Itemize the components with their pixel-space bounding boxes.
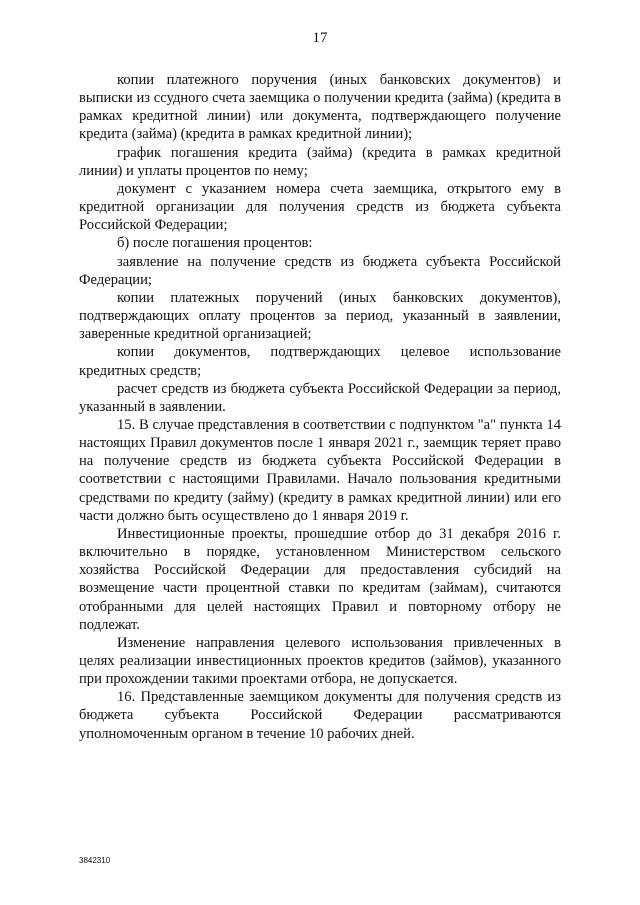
document-body [79,71,561,743]
paragraph-payment-orders-interest: копии платежных поручений (иных банковских документов), подтверждающих оплату процентов за период, указанный в заявлении, заверенные кредитной организацией; [79,289,561,343]
paragraph-after-interest-repayment: б) после погашения процентов: [117,235,313,252]
paragraph-repayment-schedule: график погашения кредита (займа) (кредита в рамках кредитной линии) и уплаты процентов по нему; [79,144,561,179]
paragraph-clause-15: 15. В случае представления в соответствии с подпунктом "а" пункта 14 настоящих Правил документов после 1 января 2021 г., заемщик теряет право на получение средств из бюджета субъекта Российской Федерации в соответствии с настоящими Правилами. Начало пользования кредитными средствами по кредиту (займу) (кредиту в рамках кредитной линии) или его части должно быть осуществлено до 1 января 2019 г. [79,416,561,524]
page-number: 17 [312,30,328,46]
footer-document-code: 3842310 [79,856,111,865]
paragraph-change-of-purpose: Изменение направления целевого использования привлеченных в целях реализации инвестиционных проектов кредитов (займов), указанного при прохождении такими проектами отбора, не допускается. [79,634,561,688]
paragraph-targeted-use-documents: копии документов, подтверждающих целевое использование кредитных средств; [79,344,561,379]
paragraph-clause-16: 16. Представленные заемщиком документы для получения средств из бюджета субъекта Российской Федерации рассматриваются уполномоченным органом в течение 10 рабочих дней. [79,689,561,742]
paragraph-payment-order-copies: копии платежного поручения (иных банковских документов) и выписки из ссудного счета заемщика о получении кредита (займа) (кредита в рамках кредитной линии) или документа, подтверждающего получение кредита (займа) (кредита в рамках кредитной линии); [79,72,561,143]
paragraph-investment-projects: Инвестиционные проекты, прошедшие отбор до 31 декабря 2016 г. включительно в порядке, установленном Министерством сельского хозяйства Российской Федерации для предоставления субсидий на возмещение части процентной ставки по кредитам (займам), считаются отобранными для целей настоящих Правил и повторному отбору не подлежат. [79,525,561,633]
paragraph-application: заявление на получение средств из бюджета субъекта Российской Федерации; [79,253,561,288]
paragraph-account-number-document: документ с указанием номера счета заемщика, открытого ему в кредитной организации для получения средств из бюджета субъекта Российской Федерации; [79,180,561,234]
paragraph-funds-calculation: расчет средств из бюджета субъекта Российской Федерации за период, указанный в заявлении. [79,380,561,415]
